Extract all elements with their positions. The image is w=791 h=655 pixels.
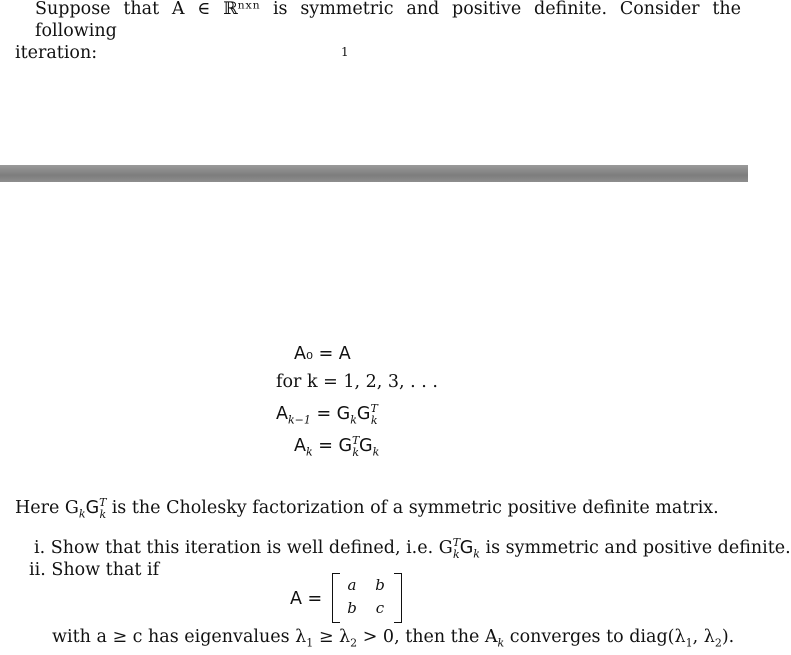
eq2-text: for k = 1, 2, 3, . . . [276,372,438,392]
equation-update [294,434,380,459]
conclusion-sentence [52,626,734,648]
item-i-label: i. [34,538,46,558]
cholesky-prefix: Here G [15,498,79,518]
cholesky-suffix: is the Cholesky factorization of a symmetric positive definite matrix. [106,498,719,518]
intro-line-2: iteration: [15,43,98,63]
conclusion-sub-1: 1 [306,636,314,650]
eq4-g2: G [359,436,373,456]
cholesky-sup: T [99,496,107,510]
matrix-cell-b-top: b [375,576,385,594]
item-i-text-2: G [459,538,474,558]
item-i-sup: T [452,536,461,550]
conclusion-sub-2: 2 [350,636,358,650]
cholesky-sup-sub: k [99,507,107,521]
eq4-rhs: = G [318,436,353,456]
eq3-rhs-sub: k [350,413,357,427]
eq3-lhs: A [276,404,288,424]
item-i-text-3: is symmetric and positive definite. [479,538,791,558]
item-ii-label: ii. [29,560,46,580]
page-number: 1 [341,45,349,59]
intro-paragraph [15,0,741,64]
list-item-ii [29,559,159,581]
matrix-lhs: A = [290,589,323,609]
cholesky-g2: G [85,498,100,518]
eq4-lhs: A [294,436,306,456]
matrix-cell-a: a [347,576,357,594]
item-ii-text: Show that if [51,560,160,580]
conclusion-text-6: ). [721,627,735,647]
eq3-rhs: = G [316,404,351,424]
equation-for-loop [276,372,438,392]
cholesky-sentence [15,497,719,519]
item-i-sub: k [473,547,480,561]
eq4-sup-sub: k [352,445,360,459]
conclusion-text-4: converges to diag(λ [504,627,686,647]
equation-a0 [294,344,351,364]
item-i-sup-sub: k [453,547,460,561]
item-i-text-1: Show that this iteration is well defined, i.e. G [50,538,453,558]
eq3-sup-sub: k [370,413,378,427]
equation-factor [276,402,378,427]
eq3-sup: T [370,402,378,416]
conclusion-sub-3: k [497,636,505,650]
eq4-sub: k [305,445,313,459]
page-top [0,0,748,165]
matrix-right-bracket [394,573,402,623]
conclusion-text-1: with a ≥ c has eigenvalues λ [52,627,307,647]
matrix-cell-b-bottom: b [347,599,357,617]
page-divider [0,165,748,182]
conclusion-text-5: , λ [692,627,715,647]
eq1-rhs: = A [318,344,351,364]
eq3-g2: G [356,404,371,424]
list-item-i [34,537,791,559]
conclusion-text-3: > 0, then the A [357,627,498,647]
conclusion-text-2: ≥ λ [313,627,351,647]
matrix-left-bracket [332,573,340,623]
eq4-g2-sub: k [372,445,380,459]
matrix-cell-c: c [375,599,385,617]
eq4-sup: T [352,434,360,448]
cholesky-sub: k [78,507,86,521]
eq3-sub: k−1 [287,413,311,427]
eq1-lhs: A₀ [294,344,313,364]
conclusion-sub-4: 1 [685,636,693,650]
intro-line-1: Suppose that A ∈ ℝⁿˣⁿ is symmetric and positive definite. Consider the following [35,0,741,41]
conclusion-sub-5: 2 [714,636,722,650]
matrix-a [332,573,402,621]
